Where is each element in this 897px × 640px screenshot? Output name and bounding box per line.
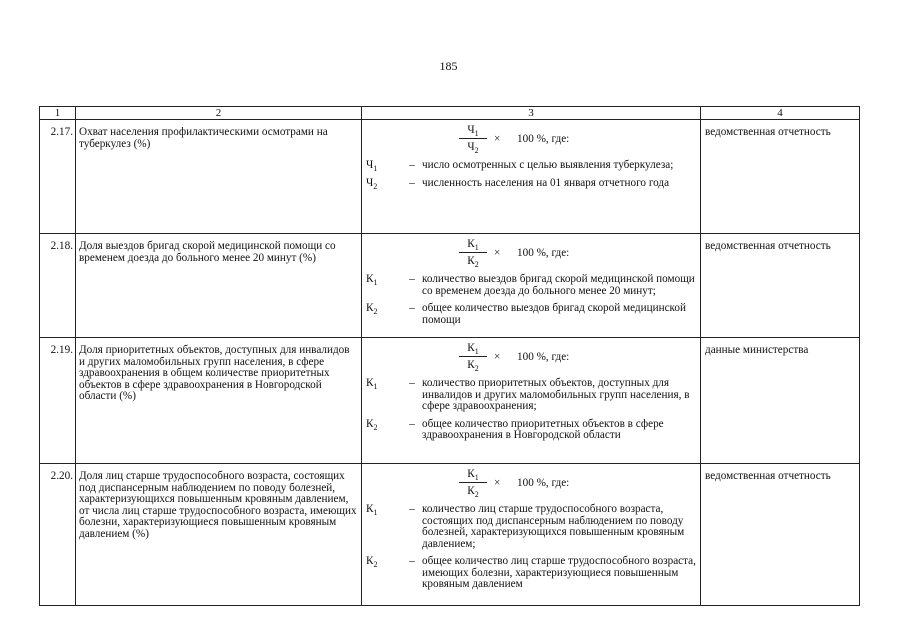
definition-item: $К_1$ – количество выездов бригад скорой медицинской помощи со временем доезда до больного менее 20 минут; — [366, 273, 695, 297]
variable-definitions — [362, 274, 700, 326]
definition-item: $Ч_2$ – численность населения на 01 января отчетного года — [366, 176, 670, 191]
indicator-name: Доля лиц старше трудоспособного возраста, состоящих под диспансерным наблюдением по поводу болезней, характеризующихся повышенным кровяным давлением, от числа лиц старше трудоспособного возраста, имеющих болезни, характеризующиеся повышенным кровяным давлением (%) — [76, 464, 362, 606]
row-number: 2.20. — [40, 464, 76, 606]
percent-label: 100 %, где: — [517, 351, 570, 363]
fraction — [459, 343, 487, 371]
formula-cell — [362, 234, 701, 338]
fraction — [459, 125, 487, 153]
formula — [362, 234, 700, 274]
variable-definitions — [362, 378, 700, 442]
percent-label: 100 %, где: — [517, 247, 570, 259]
multiply-sign: × — [494, 247, 501, 259]
table-row — [40, 464, 860, 606]
formula-cell — [362, 464, 701, 606]
denominator: $К_2$ — [467, 254, 479, 269]
formula-cell — [362, 120, 701, 234]
column-header: 3 — [362, 107, 701, 120]
variable-definitions — [362, 504, 700, 591]
column-header: 2 — [76, 107, 362, 120]
data-source: данные министерства — [701, 338, 860, 464]
formula — [362, 338, 700, 378]
multiply-sign: × — [494, 477, 501, 489]
indicator-name: Доля выездов бригад скорой медицинской помощи со временем доезда до больного менее 20 минут (%) — [76, 234, 362, 338]
denominator: $К_2$ — [467, 484, 479, 499]
formula-cell — [362, 338, 701, 464]
data-source: ведомственная отчетность — [701, 234, 860, 338]
variable-definitions — [362, 160, 700, 189]
denominator: $К_2$ — [467, 358, 479, 373]
table-row — [40, 120, 860, 234]
fraction — [459, 239, 487, 267]
row-number: 2.19. — [40, 338, 76, 464]
multiply-sign: × — [494, 351, 501, 363]
definition-item: $К_1$ – количество лиц старше трудоспособного возраста, состоящих под диспансерным наблюдением по поводу болезней, характеризующихся повышенным кровяным давлением; — [366, 503, 685, 550]
column-header: 1 — [40, 107, 76, 120]
data-source: ведомственная отчетность — [701, 464, 860, 606]
formula — [362, 120, 700, 160]
table-row — [40, 338, 860, 464]
table-header-row — [40, 107, 860, 120]
multiply-sign: × — [494, 133, 501, 145]
numerator: $К_1$ — [459, 343, 487, 357]
percent-label: 100 %, где: — [517, 477, 570, 489]
definition-item: $К_2$ – общее количество лиц старше трудоспособного возраста, имеющих болезни, характеризующиеся повышенным кровяным давлением — [366, 555, 696, 590]
denominator: $Ч_2$ — [467, 140, 479, 155]
column-header: 4 — [701, 107, 860, 120]
indicator-name: Доля приоритетных объектов, доступных для инвалидов и других маломобильных групп населения, в сфере здравоохранения в общем количестве приоритетных объектов в сфере здравоохранения в Новгородской области (%) — [76, 338, 362, 464]
numerator: $Ч_1$ — [459, 125, 487, 139]
formula — [362, 464, 700, 504]
row-number: 2.18. — [40, 234, 76, 338]
numerator: $К_1$ — [459, 239, 487, 253]
table-row — [40, 234, 860, 338]
definition-item: $К_2$ – общее количество выездов бригад скорой медицинской помощи — [366, 302, 686, 326]
data-source: ведомственная отчетность — [701, 120, 860, 234]
definition-item: $К_1$ – количество приоритетных объектов, доступных для инвалидов и других маломобильных групп населения, в сфере здравоохранения; — [366, 377, 690, 412]
percent-label: 100 %, где: — [517, 133, 570, 145]
indicators-table — [39, 106, 860, 606]
row-number: 2.17. — [40, 120, 76, 234]
page-number: 185 — [439, 59, 458, 73]
indicator-name: Охват населения профилактическими осмотрами на туберкулез (%) — [76, 120, 362, 234]
numerator: $К_1$ — [459, 469, 487, 483]
definition-item: $Ч_1$ – число осмотренных с целью выявления туберкулеза; — [366, 159, 674, 174]
fraction — [459, 469, 487, 497]
definition-item: $К_2$ – общее количество приоритетных объектов в сфере здравоохранения в Новгородской области — [366, 417, 664, 441]
